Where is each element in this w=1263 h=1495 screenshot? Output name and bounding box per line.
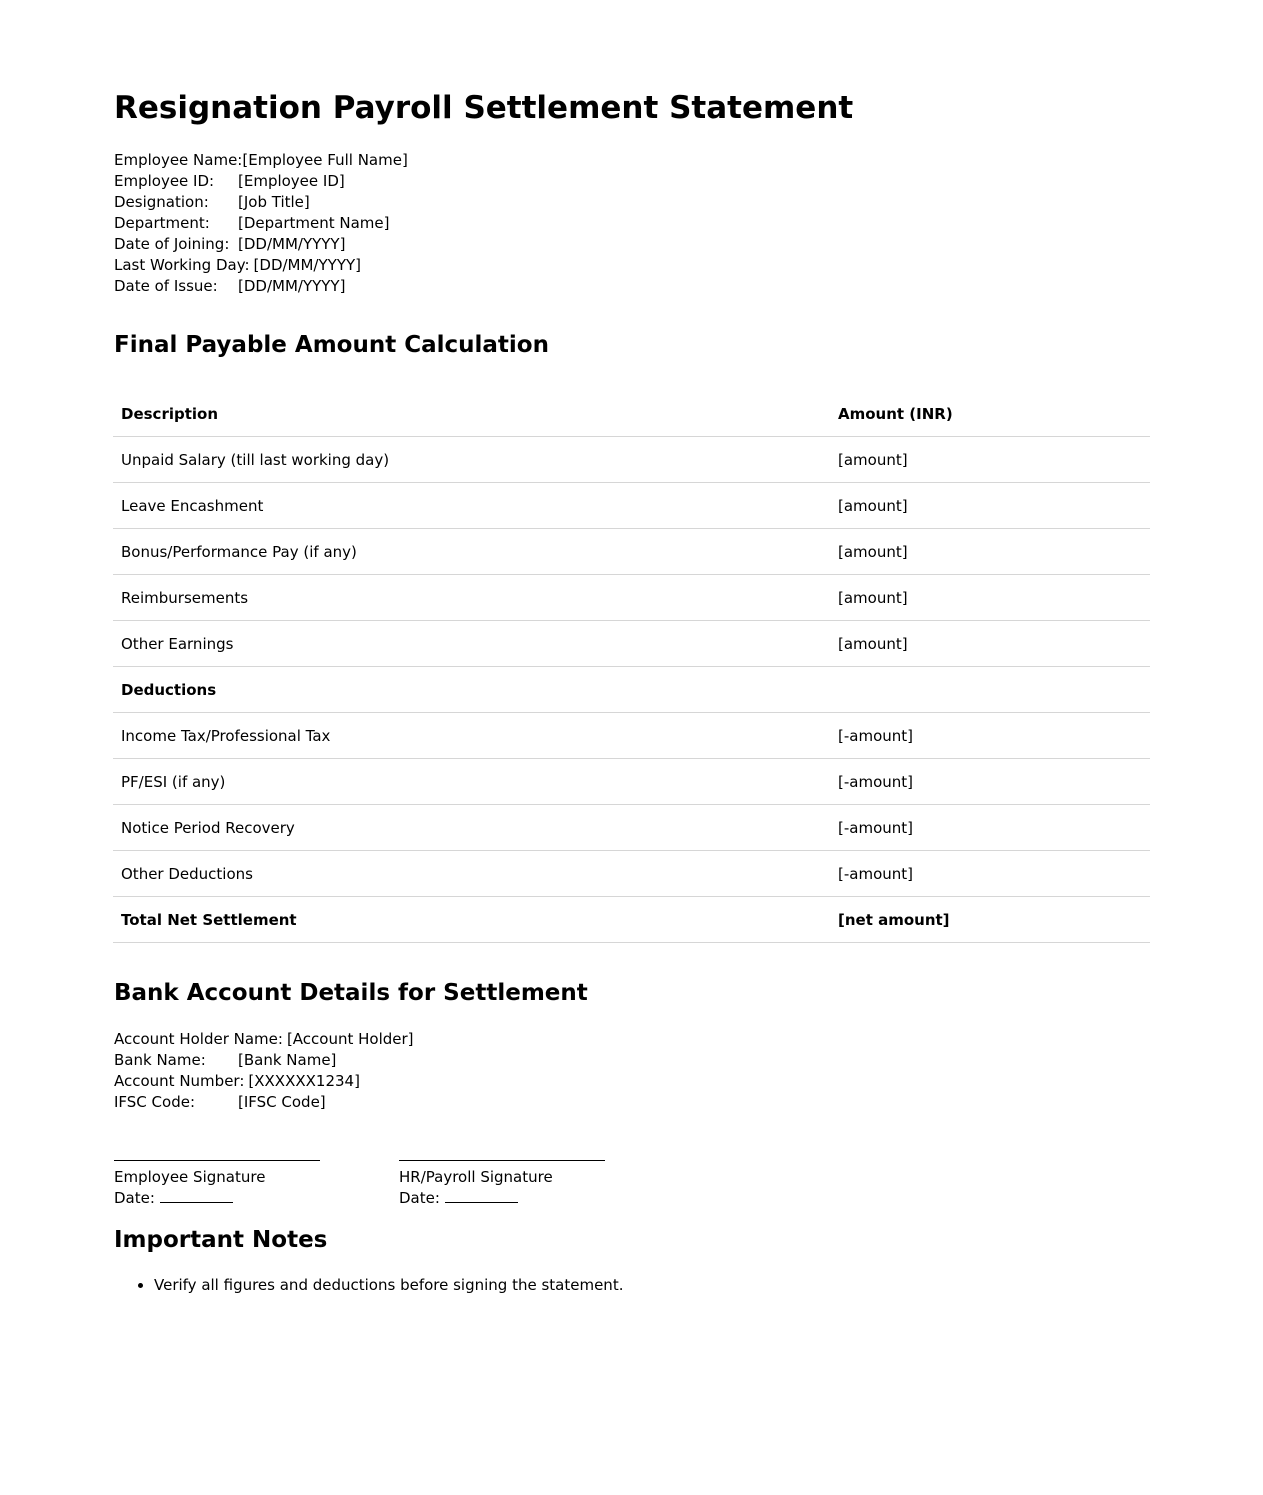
date-label: Date: [114,1189,155,1207]
table-row [113,713,1150,759]
info-row-joining [114,234,408,255]
row-description: Income Tax/Professional Tax [113,713,830,759]
table-row [113,851,1150,897]
row-amount: [amount] [830,437,1150,483]
info-label: Last Working Day: [114,256,250,274]
row-description: Leave Encashment [113,483,830,529]
info-value: [Job Title] [238,193,310,211]
bank-value: [IFSC Code] [238,1093,326,1111]
row-amount [830,667,1150,713]
row-amount: [-amount] [830,713,1150,759]
page-title: Resignation Payroll Settlement Statement [114,90,854,126]
employee-signature-label: Employee Signature [114,1168,266,1186]
row-amount: [-amount] [830,851,1150,897]
info-value: [DD/MM/YYYY] [238,235,346,253]
row-description: Deductions [113,667,830,713]
bank-label: Account Number: [114,1072,245,1090]
bank-row-ifsc [114,1092,414,1113]
signature-date [114,1188,320,1209]
info-row-department [114,213,408,234]
bank-label: IFSC Code: [114,1093,196,1111]
info-label: Date of Issue: [114,277,218,295]
bank-value: [XXXXXX1234] [248,1072,360,1090]
info-value: [DD/MM/YYYY] [253,256,361,274]
info-value: [Department Name] [238,214,390,232]
row-amount: [amount] [830,483,1150,529]
row-amount: [net amount] [830,897,1150,943]
bank-row-name [114,1050,414,1071]
bank-row-holder [114,1029,414,1050]
bank-row-account [114,1071,414,1092]
info-row-last-day [114,255,408,276]
row-amount: [-amount] [830,759,1150,805]
hr-signature-block [399,1160,605,1209]
bank-heading: Bank Account Details for Settlement [114,980,588,1006]
info-value: [Employee Full Name] [242,151,408,169]
table-row [113,759,1150,805]
info-row-id [114,171,408,192]
info-label: Designation: [114,193,209,211]
table-row [113,529,1150,575]
note-item: • Verify all figures and deductions before signing the statement. [154,1273,623,1297]
settlement-table [113,391,1150,943]
signature-date [399,1188,605,1209]
bank-details [114,1029,414,1113]
info-row-name [114,150,408,171]
row-description: Reimbursements [113,575,830,621]
info-row-issue [114,276,408,297]
bank-label: Account Holder Name: [114,1030,283,1048]
notes-list [114,1273,623,1297]
signature-line [399,1160,605,1161]
row-description: Total Net Settlement [113,897,830,943]
total-row [113,897,1150,943]
row-description: Other Deductions [113,851,830,897]
row-amount: [amount] [830,621,1150,667]
date-label: Date: [399,1189,440,1207]
info-label: Employee ID: [114,172,215,190]
row-description: Unpaid Salary (till last working day) [113,437,830,483]
info-value: [DD/MM/YYYY] [238,277,346,295]
date-blank-line [160,1190,233,1203]
info-label: Employee Name: [114,151,243,169]
row-description: PF/ESI (if any) [113,759,830,805]
table-row [113,575,1150,621]
info-label: Date of Joining: [114,235,230,253]
notes-heading: Important Notes [114,1227,328,1253]
info-row-designation [114,192,408,213]
signature-line [114,1160,320,1161]
header-amount: Amount (INR) [830,391,1150,437]
row-amount: [amount] [830,529,1150,575]
row-description: Other Earnings [113,621,830,667]
calc-heading: Final Payable Amount Calculation [114,332,549,358]
date-blank-line [445,1190,518,1203]
row-description: Bonus/Performance Pay (if any) [113,529,830,575]
employee-info [114,150,408,297]
row-amount: [amount] [830,575,1150,621]
hr-signature-label: HR/Payroll Signature [399,1168,553,1186]
deductions-section-row [113,667,1150,713]
table-row [113,805,1150,851]
table-row [113,621,1150,667]
header-description: Description [113,391,830,437]
row-description: Notice Period Recovery [113,805,830,851]
bank-value: [Account Holder] [286,1030,414,1048]
bank-value: [Bank Name] [238,1051,337,1069]
info-label: Department: [114,214,210,232]
table-header-row [113,391,1150,437]
bank-label: Bank Name: [114,1051,206,1069]
row-amount: [-amount] [830,805,1150,851]
table-row [113,437,1150,483]
info-value: [Employee ID] [238,172,345,190]
employee-signature-block [114,1160,320,1209]
table-row [113,483,1150,529]
